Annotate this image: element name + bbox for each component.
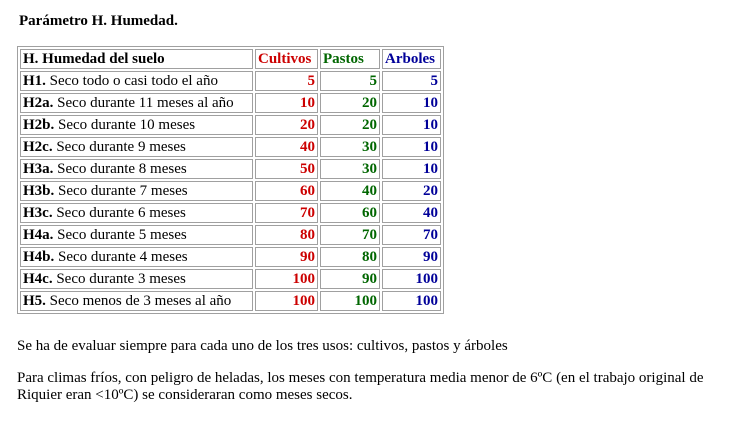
row-description: Seco durante 11 meses al año [53, 95, 234, 111]
cell-arboles: 10 [382, 115, 441, 135]
table-row [20, 291, 441, 311]
row-label [20, 225, 253, 245]
humedad-table [17, 46, 444, 314]
cell-arboles: 100 [382, 291, 441, 311]
row-code: H2b. [23, 117, 55, 133]
cell-cultivos: 90 [255, 247, 318, 267]
table-row [20, 269, 441, 289]
row-label [20, 137, 253, 157]
table-row [20, 137, 441, 157]
table-row [20, 159, 441, 179]
header-pastos: Pastos [320, 49, 380, 69]
cell-pastos: 20 [320, 115, 380, 135]
row-label [20, 159, 253, 179]
table-row [20, 93, 441, 113]
table-row [20, 71, 441, 91]
cell-pastos: 5 [320, 71, 380, 91]
row-code: H3a. [23, 161, 54, 177]
cell-pastos: 20 [320, 93, 380, 113]
cell-cultivos: 50 [255, 159, 318, 179]
cell-pastos: 70 [320, 225, 380, 245]
cell-arboles: 20 [382, 181, 441, 201]
table-row [20, 181, 441, 201]
row-description: Seco durante 9 meses [52, 139, 186, 155]
row-code: H2a. [23, 95, 54, 111]
row-code: H4a. [23, 227, 54, 243]
cell-arboles: 10 [382, 159, 441, 179]
cell-cultivos: 100 [255, 269, 318, 289]
row-description: Seco durante 6 meses [52, 205, 186, 221]
row-label [20, 115, 253, 135]
header-cultivos: Cultivos [255, 49, 318, 69]
row-description: Seco durante 4 meses [54, 249, 188, 265]
row-label [20, 291, 253, 311]
row-code: H2c. [23, 139, 53, 155]
table-header-row [20, 49, 441, 69]
cell-arboles: 5 [382, 71, 441, 91]
page-title: Parámetro H. Humedad. [19, 13, 178, 29]
row-code: H4c. [23, 271, 53, 287]
cell-pastos: 100 [320, 291, 380, 311]
cell-cultivos: 5 [255, 71, 318, 91]
row-label [20, 247, 253, 267]
row-code: H1. [23, 73, 46, 89]
cell-arboles: 10 [382, 93, 441, 113]
row-code: H3c. [23, 205, 53, 221]
cell-pastos: 30 [320, 137, 380, 157]
table-row [20, 115, 441, 135]
cell-cultivos: 80 [255, 225, 318, 245]
row-description: Seco durante 8 meses [53, 161, 187, 177]
cell-cultivos: 10 [255, 93, 318, 113]
cell-arboles: 90 [382, 247, 441, 267]
cell-arboles: 10 [382, 137, 441, 157]
cell-cultivos: 70 [255, 203, 318, 223]
table-row [20, 203, 441, 223]
cell-pastos: 60 [320, 203, 380, 223]
cell-pastos: 80 [320, 247, 380, 267]
cell-arboles: 70 [382, 225, 441, 245]
row-description: Seco menos de 3 meses al año [45, 293, 232, 309]
header-arboles: Arboles [382, 49, 441, 69]
row-description: Seco durante 7 meses [54, 183, 188, 199]
cell-cultivos: 40 [255, 137, 318, 157]
table-row [20, 225, 441, 245]
row-code: H4b. [23, 249, 55, 265]
cell-cultivos: 60 [255, 181, 318, 201]
note-climas-frios: Para climas fríos, con peligro de heladas, los meses con temperatura media menor de 6ºC (en el trabajo original de Riquier eran <10ºC) se consideraran como meses secos. [17, 370, 704, 403]
cell-arboles: 100 [382, 269, 441, 289]
cell-pastos: 40 [320, 181, 380, 201]
cell-pastos: 30 [320, 159, 380, 179]
row-label [20, 203, 253, 223]
cell-arboles: 40 [382, 203, 441, 223]
row-label [20, 71, 253, 91]
row-label [20, 269, 253, 289]
row-description: Seco todo o casi todo el año [45, 73, 218, 89]
header-humedad-suelo: H. Humedad del suelo [20, 49, 253, 69]
note-usos: Se ha de evaluar siempre para cada uno de los tres usos: cultivos, pastos y árboles [17, 338, 508, 354]
cell-cultivos: 100 [255, 291, 318, 311]
row-description: Seco durante 3 meses [52, 271, 186, 287]
row-code: H3b. [23, 183, 55, 199]
row-description: Seco durante 5 meses [53, 227, 187, 243]
row-code: H5. [23, 293, 46, 309]
cell-pastos: 90 [320, 269, 380, 289]
row-description: Seco durante 10 meses [54, 117, 196, 133]
table-row [20, 247, 441, 267]
row-label [20, 181, 253, 201]
row-label [20, 93, 253, 113]
cell-cultivos: 20 [255, 115, 318, 135]
